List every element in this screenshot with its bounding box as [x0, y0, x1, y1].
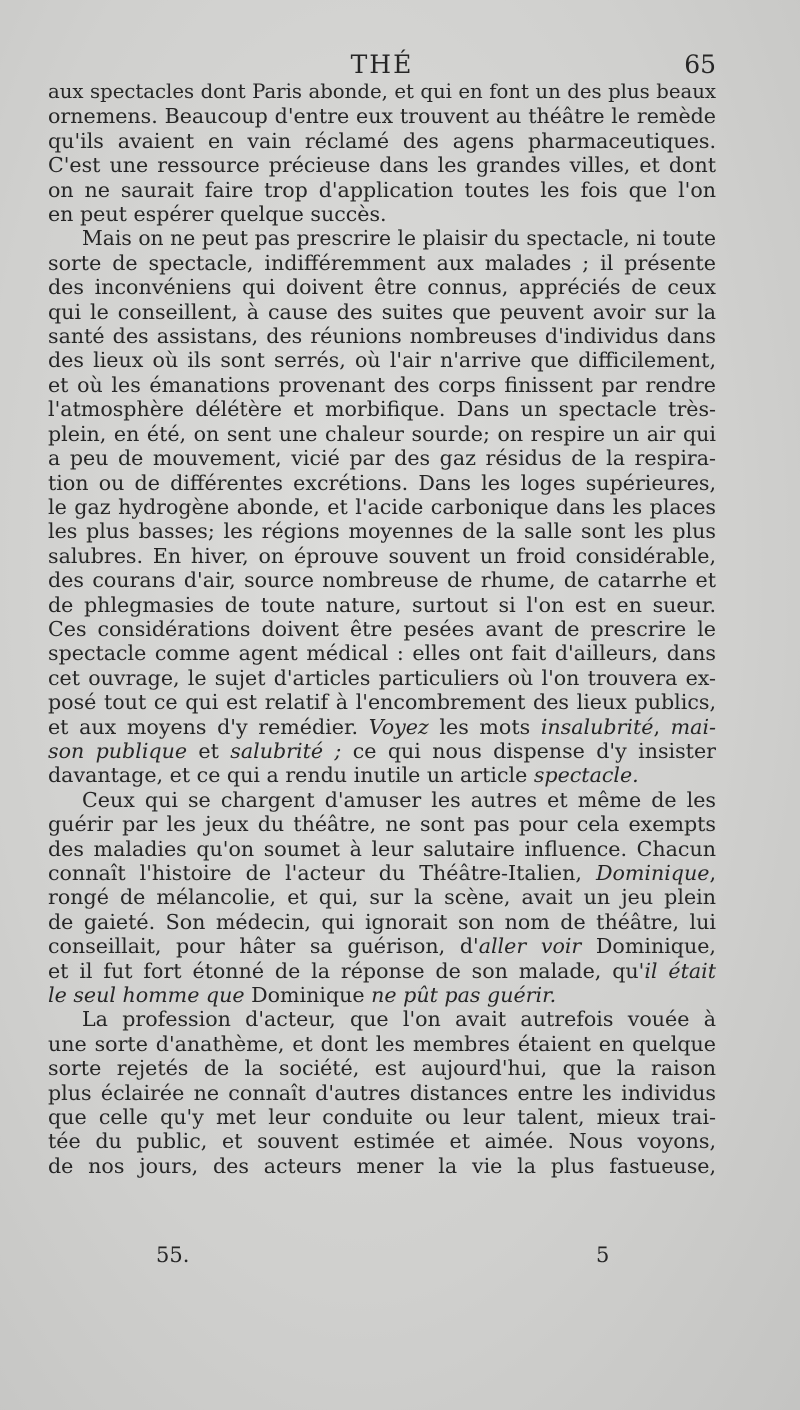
text-line	[48, 1129, 716, 1153]
text-line	[48, 324, 716, 348]
italic-run: ne pût pas guérir.	[371, 983, 557, 1008]
text-line	[48, 275, 716, 299]
text-line	[48, 104, 716, 128]
text-run: conseillait, pour hâter sa guérison, d'	[48, 934, 479, 959]
text-run: de nos jours, des acteurs mener la vie la plus fastueuse,	[48, 1153, 716, 1178]
text-line	[48, 739, 716, 763]
text-run: une sorte d'anathème, et dont les membres étaient en quelque	[48, 1031, 716, 1056]
text-run: et aux moyens d'y remédier.	[48, 714, 369, 739]
italic-run: aller voir	[478, 934, 582, 959]
text-line	[48, 812, 716, 836]
text-run: ,	[709, 861, 716, 885]
text-run: tion ou de différentes excrétions. Dans les loges supérieures,	[48, 470, 716, 495]
text-line	[48, 178, 716, 202]
text-line	[48, 300, 716, 324]
text-line	[48, 519, 716, 543]
text-run: et où les émanations provenant des corps finissent par rendre	[48, 372, 716, 397]
text-run: qu'ils avaient en vain réclamé des agens pharmaceutiques.	[48, 128, 716, 153]
text-run: plein, en été, on sent une chaleur sourde; on respire un air qui	[48, 421, 716, 446]
text-run: aux spectacles dont Paris abonde, et qui en font un des plus beaux	[48, 80, 716, 103]
text-line	[48, 373, 716, 397]
italic-run: il était	[644, 958, 716, 983]
running-head-title: THÉ	[350, 50, 414, 79]
text-line	[48, 495, 716, 519]
text-line	[48, 666, 716, 690]
text-run: salubres. En hiver, on éprouve souvent un froid considérable,	[48, 543, 716, 568]
text-run: qui le conseillent, à cause des suites que peuvent avoir sur la	[48, 299, 716, 324]
italic-run: salubrité ;	[230, 738, 342, 763]
text-line	[48, 1032, 716, 1056]
text-line	[48, 544, 716, 568]
text-line	[48, 593, 716, 617]
text-run: et il fut fort étonné de la réponse de son malade, qu'	[48, 958, 645, 983]
text-line	[48, 983, 716, 1007]
italic-run: spectacle.	[533, 763, 639, 788]
text-line	[48, 837, 716, 861]
text-run: des maladies qu'on soumet à leur salutaire influence. Chacun	[48, 836, 716, 861]
italic-run: mai-	[670, 714, 716, 739]
italic-run: Dominique	[595, 861, 710, 885]
page-number: 65	[684, 50, 716, 79]
text-line	[48, 1081, 716, 1105]
text-line	[48, 153, 716, 177]
text-line	[48, 129, 716, 153]
text-run: ce qui nous dispense d'y insister	[341, 738, 716, 763]
text-line	[48, 471, 716, 495]
italic-run: le seul homme que	[48, 983, 245, 1008]
sheet-signature: 5	[596, 1243, 610, 1267]
text-run: sorte rejetés de la société, est aujourd'hui, que la raison	[48, 1056, 716, 1081]
text-run: les plus basses; les régions moyennes de la salle sont les plus	[48, 519, 716, 544]
text-run: rongé de mélancolie, et qui, sur la scène, avait un jeu plein	[48, 885, 716, 910]
text-line	[48, 617, 716, 641]
text-line	[48, 1007, 716, 1031]
text-line	[48, 910, 716, 934]
text-line	[48, 763, 716, 787]
text-run: Ces considérations doivent être pesées avant de prescrire le	[48, 616, 716, 641]
text-run: santé des assistans, des réunions nombreuses d'individus dans	[48, 324, 716, 349]
volume-signature: 55.	[156, 1243, 190, 1267]
text-line	[48, 788, 716, 812]
text-run: tée du public, et souvent estimée et aimée. Nous voyons,	[48, 1129, 716, 1154]
text-run: a peu de mouvement, vicié par des gaz résidus de la respira-	[48, 446, 716, 471]
text-line	[48, 348, 716, 372]
text-run: des inconvéniens qui doivent être connus, appréciés de ceux	[48, 275, 716, 300]
text-run: Dominique	[244, 983, 372, 1008]
text-run: des lieux où ils sont serrés, où l'air n'arrive que difficilement,	[48, 348, 716, 373]
text-run: Dominique,	[581, 934, 716, 959]
text-run: en peut espérer quelque succès.	[48, 202, 387, 227]
text-run: l'atmosphère délétère et morbifique. Dans un spectacle très-	[48, 397, 716, 422]
text-line	[48, 202, 716, 226]
text-run: de gaieté. Son médecin, qui ignorait son nom de théâtre, lui	[48, 909, 716, 934]
text-line	[48, 934, 716, 958]
text-run: sorte de spectacle, indifféremment aux malades ; il présente	[48, 250, 716, 275]
text-run: le gaz hydrogène abonde, et l'acide carbonique dans les places	[48, 494, 716, 519]
text-line	[48, 1105, 716, 1129]
text-run: de phlegmasies de toute nature, surtout si l'on est en sueur.	[48, 592, 716, 617]
text-run: La profession d'acteur, que l'on avait autrefois vouée à	[82, 1007, 716, 1032]
body-text	[48, 80, 716, 1178]
text-run: plus éclairée ne connaît d'autres distances entre les individus	[48, 1080, 716, 1105]
text-run: que celle qu'y met leur conduite ou leur talent, mieux trai-	[48, 1105, 716, 1130]
text-line	[48, 422, 716, 446]
text-line	[48, 885, 716, 909]
text-line	[48, 690, 716, 714]
signature-line	[0, 1243, 800, 1269]
text-line	[48, 1154, 716, 1178]
text-line	[48, 861, 716, 885]
text-run: on ne saurait faire trop d'application toutes les fois que l'on	[48, 177, 716, 202]
text-run: spectacle comme agent médical : elles ont fait d'ailleurs, dans	[48, 641, 716, 666]
text-run: posé tout ce qui est relatif à l'encombrement des lieux publics,	[48, 690, 716, 715]
text-run: ,	[653, 714, 671, 739]
text-run: cet ouvrage, le sujet d'articles particuliers où l'on trouvera ex-	[48, 665, 716, 690]
text-run: les mots	[428, 714, 541, 739]
text-line	[48, 251, 716, 275]
text-run: davantage, et ce qui a rendu inutile un article	[48, 763, 534, 788]
text-run: ornemens. Beaucoup d'entre eux trouvent au théâtre le remède	[48, 104, 716, 129]
text-line	[48, 397, 716, 421]
text-run: guérir par les jeux du théâtre, ne sont pas pour cela exempts	[48, 812, 716, 837]
running-head	[48, 50, 716, 80]
italic-run: Voyez	[368, 714, 429, 739]
text-line	[48, 226, 716, 250]
text-run: et	[187, 738, 231, 763]
text-run: C'est une ressource précieuse dans les grandes villes, et dont	[48, 153, 716, 178]
text-line	[48, 715, 716, 739]
text-line	[48, 959, 716, 983]
text-line	[48, 1056, 716, 1080]
text-run: Ceux qui se chargent d'amuser les autres et même de les	[82, 787, 716, 812]
text-line	[48, 446, 716, 470]
text-line	[48, 80, 716, 104]
text-run: des courans d'air, source nombreuse de rhume, de catarrhe et	[48, 568, 716, 593]
text-line	[48, 641, 716, 665]
text-line	[48, 568, 716, 592]
italic-run: son publique	[48, 738, 188, 763]
text-run: connaît l'histoire de l'acteur du Théâtre-Italien,	[48, 861, 596, 885]
italic-run: insalubrité	[540, 714, 654, 739]
text-run: Mais on ne peut pas prescrire le plaisir du spectacle, ni toute	[82, 226, 716, 251]
